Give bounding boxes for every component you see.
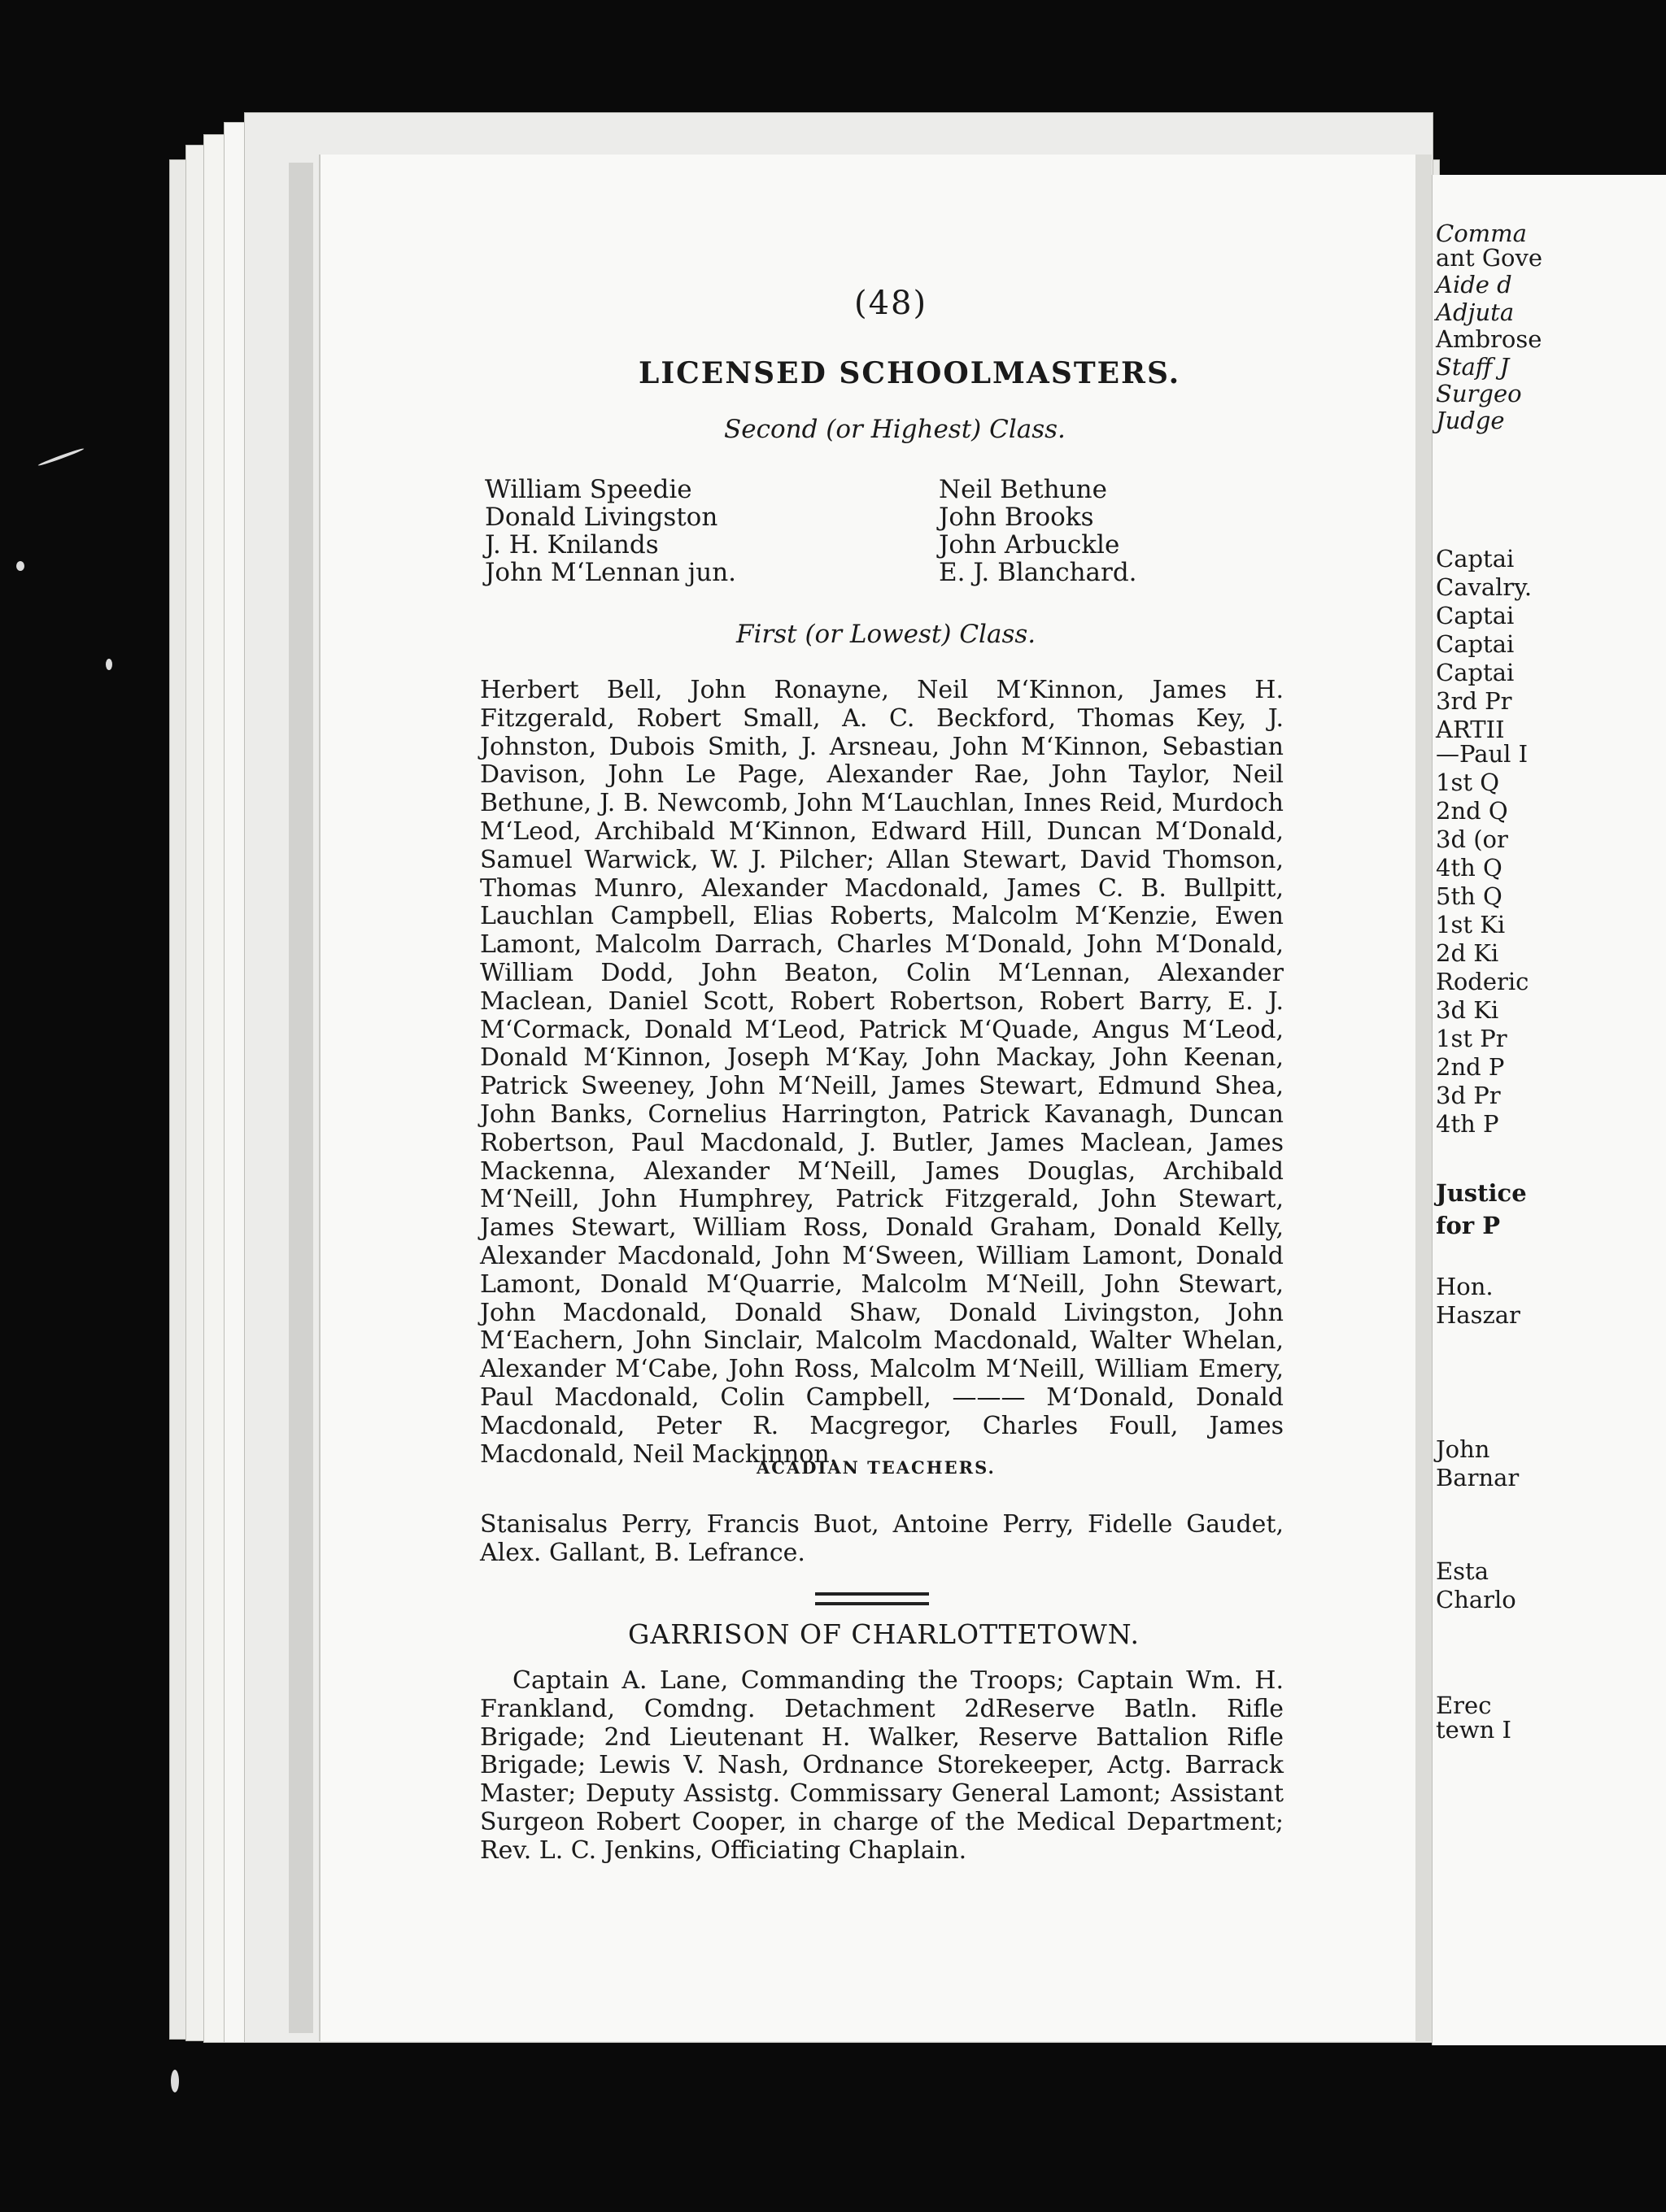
facing-page-line: Captai: [1436, 545, 1515, 573]
dust-speck: [16, 561, 24, 571]
page-number: (48): [854, 285, 928, 322]
facing-page-line: Barnar: [1436, 1464, 1520, 1491]
page-shadow: [289, 163, 313, 2033]
facing-page-line: 1st Ki: [1436, 911, 1506, 938]
facing-page: [1432, 175, 1666, 2045]
dust-speck: [171, 2070, 179, 2092]
facing-page-line: 4th P: [1436, 1110, 1499, 1138]
facing-page-line: John: [1436, 1435, 1490, 1463]
facing-page-line: Captai: [1436, 602, 1515, 629]
book-gutter: [1415, 155, 1432, 2041]
facing-page-line: Roderic: [1436, 968, 1529, 995]
name-entry: William Speedie: [485, 475, 692, 504]
acadian-heading: ACADIAN TEACHERS.: [757, 1457, 996, 1478]
facing-page-line: 3rd Pr: [1436, 687, 1512, 715]
name-entry: John Arbuckle: [939, 530, 1120, 560]
facing-page-line: 2nd P: [1436, 1053, 1505, 1081]
facing-page-line: 3d (or: [1436, 825, 1508, 853]
second-class-left-column: [485, 476, 736, 586]
section-divider: [815, 1592, 929, 1596]
garrison-heading: GARRISON OF CHARLOTTETOWN.: [628, 1618, 1140, 1650]
facing-page-line: Charlo: [1436, 1586, 1516, 1613]
name-entry: John M‘Lennan jun.: [485, 558, 737, 587]
facing-page-line: Ambrose: [1436, 325, 1542, 353]
facing-page-line: Cavalry.: [1436, 573, 1533, 601]
acadian-names: Stanisalus Perry, Francis Buot, Antoine Perry, Fidelle Gaudet, Alex. Gallant, B. Lefrance.: [480, 1510, 1284, 1567]
facing-page-line: Staff J: [1436, 353, 1510, 381]
facing-page-line: Aide d: [1436, 271, 1512, 298]
facing-page-line: 5th Q: [1436, 882, 1502, 910]
facing-page-line: 3d Pr: [1436, 1082, 1501, 1109]
garrison-text: [480, 1667, 1284, 1866]
facing-page-line: Adjuta: [1436, 298, 1515, 326]
facing-page-line: 2d Ki: [1436, 939, 1499, 967]
section-divider: [815, 1602, 929, 1605]
facing-page-line: Justice: [1436, 1179, 1527, 1207]
facing-page-line: 2nd Q: [1436, 797, 1508, 825]
name-entry: John Brooks: [939, 503, 1094, 532]
dust-speck: [106, 659, 112, 670]
facing-page-line: Erec: [1436, 1692, 1492, 1719]
garrison-text-body: Captain A. Lane, Commanding the Troops; Captain Wm. H. Frankland, Comdng. Detachment 2dReserve Batln. Rifle Brigade; 2nd Lieutenant H. Walker, Reserve Battalion Rifle Brigade; Lewis V. Nash, Ordnance Storekeeper, Actg. Barrack Master; Deputy Assistg. Commissary General Lamont; Assistant Surgeon Robert Cooper, in charge of the Medical Department; Rev. L. C. Jenkins, Officiating Chaplain.: [480, 1666, 1284, 1865]
name-entry: Donald Livingston: [485, 503, 718, 532]
facing-page-line: 1st Pr: [1436, 1025, 1507, 1052]
second-class-right-column: [939, 476, 1137, 586]
facing-page-line: —Paul I: [1436, 740, 1529, 768]
facing-page-line: 3d Ki: [1436, 996, 1499, 1024]
facing-page-line: Hon.: [1436, 1273, 1494, 1300]
dust-speck: [37, 447, 85, 467]
first-class-names: Herbert Bell, John Ronayne, Neil M‘Kinnon, James H. Fitzgerald, Robert Small, A. C. Beckford, Thomas Key, J. Johnston, Dubois Smith, J. Arsneau, John M‘Kinnon, Sebastian Davison, John Le Page, Alexander Rae, John Taylor, Neil Bethune, J. B. Newcomb, John M‘Lauchlan, Innes Reid, Murdoch M‘Leod, Archibald M‘Kinnon, Edward Hill, Duncan M‘Donald, Samuel Warwick, W. J. Pilcher; Allan Stewart, David Thomson, Thomas Munro, Alexander Macdonald, James C. B. Bullpitt, Lauchlan Campbell, Elias Roberts, Malcolm M‘Kenzie, Ewen Lamont, Malcolm Darrach, Charles M‘Donald, John M‘Donald, William Dodd, John Beaton, Colin M‘Lennan, Alexander Maclean, Daniel Scott, Robert Robertson, Robert Barry, E. J. M‘Cormack, Donald M‘Leod, Patrick M‘Quade, Angus M‘Leod, Donald M‘Kinnon, Joseph M‘Kay, John Mackay, John Keenan, Patrick Sweeney, John M‘Neill, James Stewart, Edmund Shea, John Banks, Cornelius Harrington, Patrick Kavanagh, Duncan Robertson, Paul Macdonald, J. Butler, James Maclean, James Mackenna, Alexander M‘Neill, James Douglas, Archibald M‘Neill, John Humphrey, Patrick Fitzgerald, John Stewart, James Stewart, William Ross, Donald Graham, Donald Kelly, Alexander Macdonald, John M‘Sween, William Lamont, Donald Lamont, Donald M‘Quarrie, Malcolm M‘Neill, John Stewart, John Macdonald, Donald Shaw, Donald Livingston, John M‘Eachern, John Sinclair, Malcolm Macdonald, Walter Whelan, Alexander M‘Cabe, John Ross, Malcolm M‘Neill, William Emery, Paul Macdonald, Colin Campbell, ——— M‘Donald, Donald Macdonald, Peter R. Macgregor, Charles Foull, James Macdonald, Neil Mackinnon.: [480, 676, 1284, 1469]
facing-page-line: Captai: [1436, 659, 1515, 686]
facing-page-line: Comma: [1436, 220, 1527, 247]
section-title: LICENSED SCHOOLMASTERS.: [639, 356, 1181, 390]
facing-page-line: for P: [1436, 1212, 1500, 1239]
facing-page-line: ant Gove: [1436, 244, 1543, 272]
second-class-heading: Second (or Highest) Class.: [724, 415, 1066, 444]
name-entry: E. J. Blanchard.: [939, 558, 1137, 587]
first-class-heading: First (or Lowest) Class.: [736, 620, 1036, 649]
facing-page-line: Esta: [1436, 1557, 1489, 1585]
name-entry: J. H. Knilands: [485, 530, 659, 560]
facing-page-line: 4th Q: [1436, 854, 1502, 882]
facing-page-line: Captai: [1436, 630, 1515, 658]
facing-page-line: tewn I: [1436, 1716, 1511, 1744]
facing-page-line: 1st Q: [1436, 769, 1499, 796]
facing-page-line: Judge: [1436, 407, 1505, 434]
name-entry: Neil Bethune: [939, 475, 1107, 504]
facing-page-line: Surgeo: [1436, 380, 1522, 407]
facing-page-line: ARTII: [1436, 716, 1505, 743]
facing-page-line: Haszar: [1436, 1301, 1520, 1329]
